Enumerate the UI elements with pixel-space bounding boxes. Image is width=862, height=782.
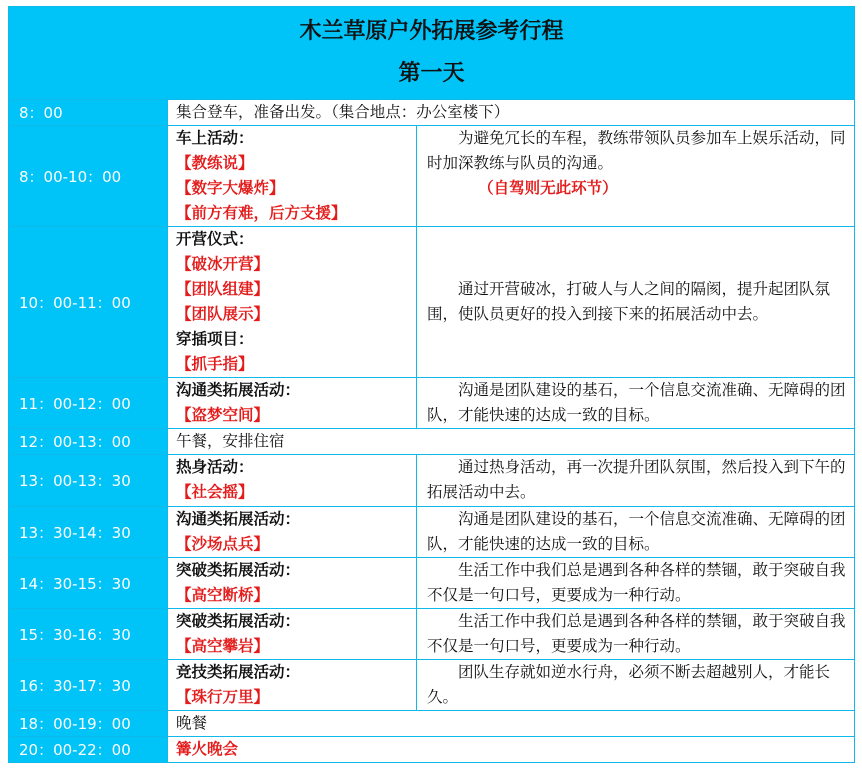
activity-item: 【沙场点兵】 [176,535,270,553]
itinerary-table [8,6,855,763]
time-cell: 12：00-13：00 [9,429,168,455]
description-cell [417,507,855,558]
table-row [9,609,855,660]
activity-cell [168,660,417,711]
time-cell: 15：30-16：30 [9,609,168,660]
activity-label: 车上活动： [176,129,254,147]
activity-label: 突破类拓展活动： [176,612,301,630]
activity-label: 沟通类拓展活动： [176,510,301,528]
page-title: 木兰草原户外拓展参考行程 [299,19,564,44]
activity-item: 【团队展示】 [176,305,270,323]
description-text: 生活工作中我们总是遇到各种各样的禁锢，敢于突破自我不仅是一句口号，更要成为一种行动。 [427,561,846,604]
activity-item: 【教练说】 [176,154,254,172]
activity-cell [168,507,417,558]
time-cell: 10：00-11：00 [9,227,168,378]
activity-item: 【盗梦空间】 [176,406,270,424]
table-row [9,737,855,763]
description-text: 沟通是团队建设的基石，一个信息交流准确、无障碍的团队，才能快速的达成一致的目标。 [427,381,846,424]
description-cell [417,378,855,429]
time-cell: 18：00-19：00 [9,711,168,737]
activity-cell [168,378,417,429]
description-cell [417,227,855,378]
activity-cell [168,455,417,507]
description-text: 团队生存就如逆水行舟，必须不断去超越别人，才能长久。 [427,663,831,706]
header-cell [9,7,855,100]
time-cell: 20：00-22：00 [9,737,168,763]
activity-item: 【社会摇】 [176,483,254,501]
table-row [9,558,855,609]
time-cell: 13：30-14：30 [9,507,168,558]
description-cell [417,660,855,711]
activity-label: 穿插项目： [176,330,254,348]
time-cell: 16：30-17：30 [9,660,168,711]
activity-item: 【团队组建】 [176,280,270,298]
time-cell: 14：30-15：30 [9,558,168,609]
time-cell: 8：00-10：00 [9,126,168,227]
activity-cell [168,126,417,227]
description-text: 生活工作中我们总是遇到各种各样的禁锢，敢于突破自我不仅是一句口号，更要成为一种行动。 [427,612,846,655]
activity-item: 【前方有难，后方支援】 [176,204,347,222]
description-text: 通过开营破冰，打破人与人之间的隔阂，提升起团队氛围，使队员更好的投入到接下来的拓展活动中去。 [427,280,831,323]
header-row [9,7,855,100]
activity-item: 【抓手指】 [176,355,254,373]
day-title: 第一天 [398,61,465,86]
time-cell: 13：00-13：30 [9,455,168,507]
self-drive-note: （自驾则无此环节） [478,179,618,197]
table-row [9,660,855,711]
description-text: 沟通是团队建设的基石，一个信息交流准确、无障碍的团队，才能快速的达成一致的目标。 [427,510,846,553]
schedule-text: 晚餐 [168,711,855,737]
time-cell: 8：00 [9,100,168,126]
table-row [9,378,855,429]
activity-item: 【数字大爆炸】 [176,179,285,197]
activity-cell [168,558,417,609]
activity-item: 【高空断桥】 [176,586,270,604]
table-row [9,126,855,227]
activity-label: 沟通类拓展活动： [176,381,301,399]
table-row [9,429,855,455]
schedule-text: 篝火晚会 [168,737,855,763]
description-cell [417,455,855,507]
description-cell [417,126,855,227]
activity-label: 热身活动： [176,458,254,476]
activity-label: 开营仪式： [176,230,254,248]
activity-item: 【破冰开营】 [176,255,270,273]
table-row [9,455,855,507]
activity-label: 突破类拓展活动： [176,561,301,579]
description-text: 通过热身活动，再一次提升团队氛围，然后投入到下午的拓展活动中去。 [427,458,846,501]
description-cell [417,609,855,660]
table-row [9,227,855,378]
table-row [9,711,855,737]
time-cell: 11：00-12：00 [9,378,168,429]
schedule-text: 午餐，安排住宿 [168,429,855,455]
activity-cell [168,609,417,660]
table-row [9,100,855,126]
activity-item: 【高空攀岩】 [176,637,270,655]
schedule-text: 集合登车，准备出发。（集合地点：办公室楼下） [168,100,855,126]
activity-item: 【珠行万里】 [176,688,270,706]
activity-label: 竞技类拓展活动： [176,663,301,681]
description-text: 为避免冗长的车程，教练带领队员参加车上娱乐活动，同时加深教练与队员的沟通。 [427,129,846,172]
activity-cell [168,227,417,378]
description-cell [417,558,855,609]
table-row [9,507,855,558]
